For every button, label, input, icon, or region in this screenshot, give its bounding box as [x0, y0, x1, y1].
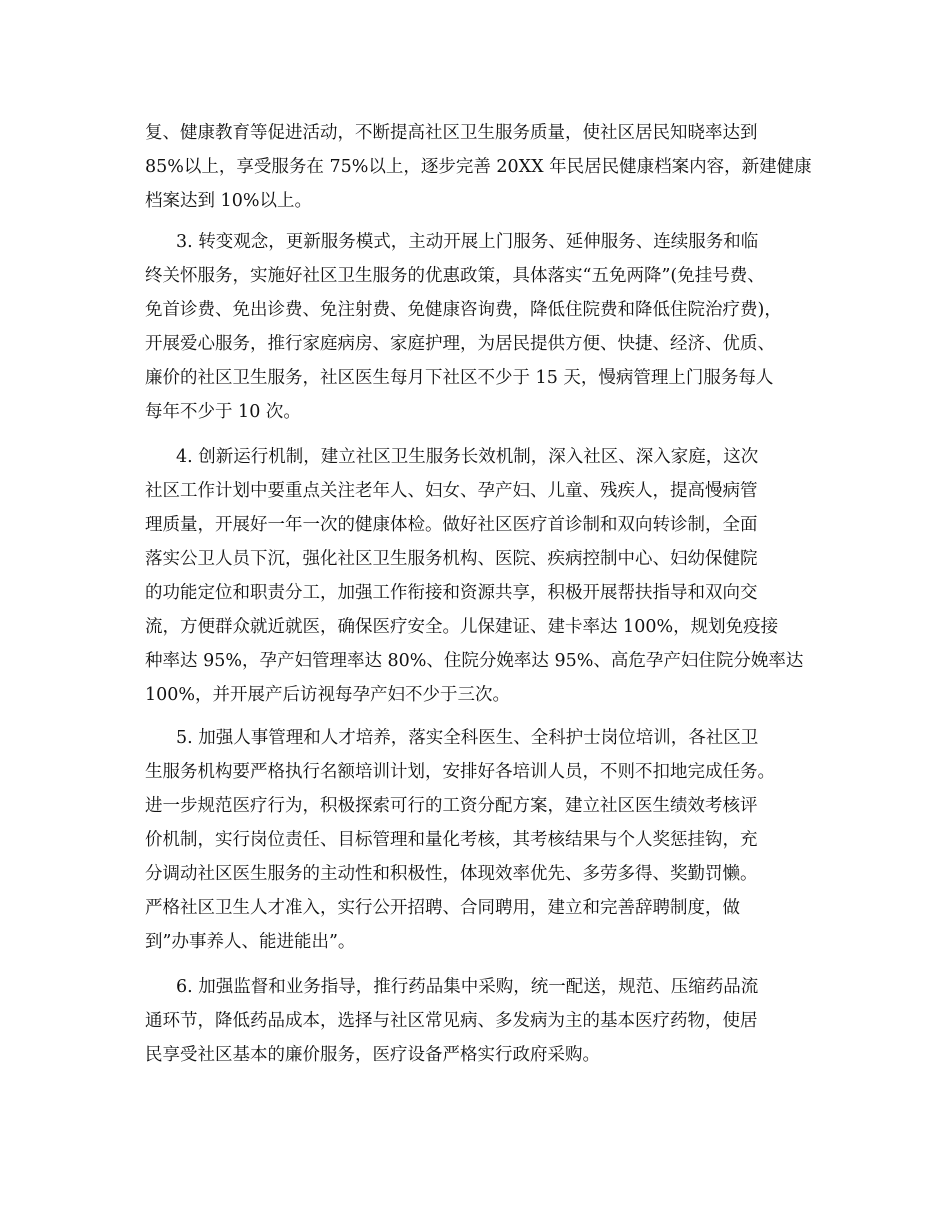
text-line: 进一步规范医疗行为，积极探索可行的工资分配方案，建立社区医生绩效考核评	[145, 796, 758, 816]
paragraph-3-start: 3. 转变观念，更新服务模式，主动开展上门服务、延伸服务、连续服务和临	[176, 232, 759, 252]
text-line: 流，方便群众就近就医，确保医疗安全。儿保建证、建卡率达 100%，规划免疫接	[145, 617, 779, 637]
text-line: 理质量，开展好一年一次的健康体检。做好社区医疗首诊制和双向转诊制，全面	[145, 515, 758, 535]
text-line: 严格社区卫生人才准入，实行公开招聘、合同聘用，建立和完善辞聘制度，做	[145, 898, 740, 918]
text-line: 的功能定位和职责分工，加强工作衔接和资源共享，积极开展帮扶指导和双向交	[145, 583, 758, 603]
text-line: 100%，并开展产后访视每孕产妇不少于三次。	[145, 685, 511, 705]
text-line: 廉价的社区卫生服务，社区医生每月下社区不少于 15 天，慢病管理上门服务每人	[145, 368, 774, 388]
text-line: 价机制，实行岗位责任、目标管理和量化考核，其考核结果与个人奖惩挂钩，充	[145, 830, 758, 850]
text-line: 民享受社区基本的廉价服务，医疗设备严格实行政府采购。	[145, 1045, 600, 1065]
paragraph-5-start: 5. 加强人事管理和人才培养，落实全科医生、全科护士岗位培训，各社区卫	[176, 728, 759, 748]
text-line: 到”办事养人、能进能出”。	[145, 932, 356, 952]
text-line: 免首诊费、免出诊费、免注射费、免健康咨询费，降低住院费和降低住院治疗费)，	[145, 300, 782, 320]
text-line: 生服务机构要严格执行名额培训计划，安排好各培训人员，不则不扣地完成任务。	[145, 762, 775, 782]
paragraph-6-start: 6. 加强监督和业务指导，推行药品集中采购，统一配送，规范、压缩药品流	[176, 977, 759, 997]
paragraph-4-start: 4. 创新运行机制，建立社区卫生服务长效机制，深入社区、深入家庭，这次	[176, 447, 759, 467]
text-line: 85%以上，享受服务在 75%以上，逐步完善 20XX 年民居民健康档案内容，新建健康	[145, 157, 812, 177]
text-line: 落实公卫人员下沉，强化社区卫生服务机构、医院、疾病控制中心、妇幼保健院	[145, 549, 758, 569]
text-line: 每年不少于 10 次。	[145, 402, 301, 422]
text-line: 开展爱心服务，推行家庭病房、家庭护理，为居民提供方便、快捷、经济、优质、	[145, 334, 775, 354]
text-line: 通环节，降低药品成本，选择与社区常见病、多发病为主的基本医疗药物，使居	[145, 1011, 758, 1031]
text-line: 社区工作计划中要重点关注老年人、妇女、孕产妇、儿童、残疾人，提高慢病管	[145, 481, 758, 501]
text-line: 种率达 95%，孕产妇管理率达 80%、住院分娩率达 95%、高危孕产妇住院分娩率达	[145, 651, 804, 671]
text-line: 复、健康教育等促进活动，不断提高社区卫生服务质量，使社区居民知晓率达到	[145, 123, 758, 143]
text-line: 终关怀服务，实施好社区卫生服务的优惠政策，具体落实“五免两降”(免挂号费、	[145, 266, 765, 286]
text-line: 分调动社区医生服务的主动性和积极性，体现效率优先、多劳多得、奖勤罚懒。	[145, 864, 758, 884]
text-line: 档案达到 10%以上。	[145, 191, 312, 211]
